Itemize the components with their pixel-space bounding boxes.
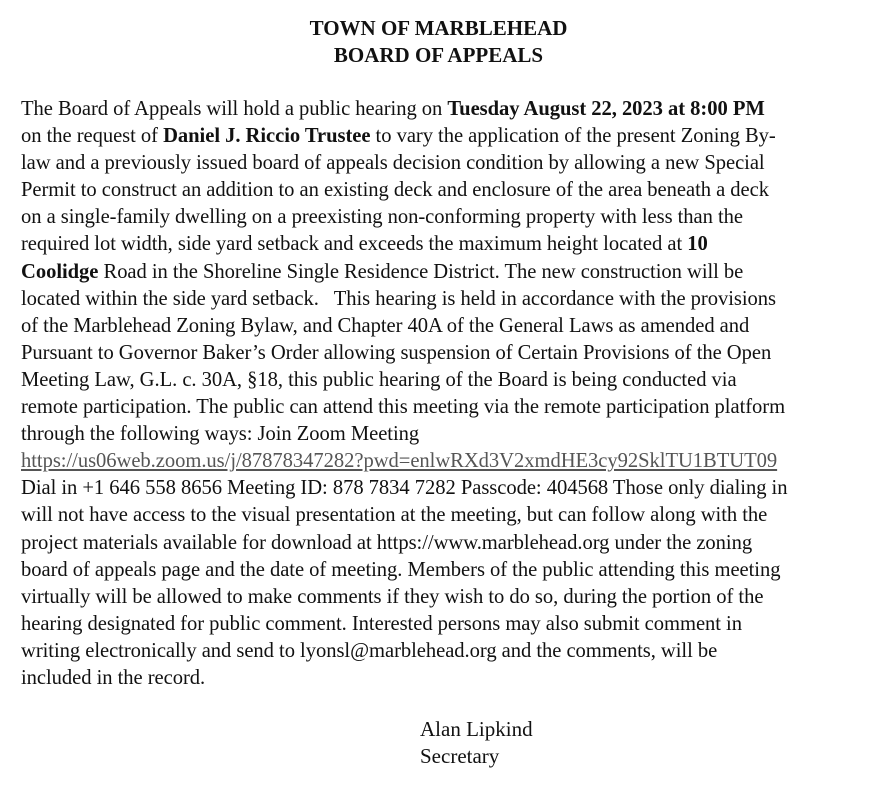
applicant-name: Daniel J. Riccio Trustee	[163, 125, 371, 148]
notice-line: virtually will be allowed to make comments if they wish to do so, during the portion of the	[21, 585, 764, 608]
notice-line	[21, 123, 871, 150]
heading-board: BOARD OF APPEALS	[333, 43, 544, 67]
notice-line: included in the record.	[21, 666, 206, 689]
notice-line: of the Marblehead Zoning Bylaw, and Chapter 40A of the General Laws as amended and	[21, 314, 750, 337]
notice-text: required lot width, side yard setback and exceeds the maximum height located at	[21, 233, 688, 256]
property-address-number: 10	[687, 233, 708, 256]
heading-town: TOWN OF MARBLEHEAD	[309, 16, 568, 40]
notice-text: Road in the Shoreline Single Residence District. The new construction will be	[98, 260, 744, 283]
notice-line: Meeting Law, G.L. c. 30A, §18, this public hearing of the Board is being conducted via	[21, 368, 737, 391]
notice-body	[21, 96, 871, 692]
notice-heading	[0, 15, 887, 69]
notice-line	[21, 259, 871, 286]
notice-line: project materials available for download at https://www.marblehead.org under the zoning	[21, 531, 753, 554]
notice-line: on a single-family dwelling on a preexisting non-conforming property with less than the	[21, 206, 743, 229]
notice-line	[21, 96, 871, 123]
notice-line: hearing designated for public comment. Interested persons may also submit comment in	[21, 612, 742, 635]
notice-line	[21, 231, 871, 258]
notice-line: will not have access to the visual presentation at the meeting, but can follow along with the	[21, 504, 768, 527]
notice-line: through the following ways: Join Zoom Meeting	[21, 423, 420, 446]
notice-line: law and a previously issued board of appeals decision condition by allowing a new Special	[21, 152, 765, 175]
notice-line: Pursuant to Governor Baker’s Order allowing suspension of Certain Provisions of the Open	[21, 341, 772, 364]
notice-line: writing electronically and send to lyonsl@marblehead.org and the comments, will be	[21, 639, 718, 662]
hearing-date: Tuesday August 22, 2023 at 8:00 PM	[447, 98, 765, 120]
notice-text: to vary the application of the present Zoning By-	[370, 125, 776, 148]
notice-text: The Board of Appeals will hold a public hearing on	[21, 98, 448, 120]
notice-text: on the request of	[21, 125, 164, 148]
notice-line: board of appeals page and the date of meeting. Members of the public attending this meeting	[21, 558, 781, 581]
signatory-title: Secretary	[420, 744, 500, 768]
notice-line: Dial in +1 646 558 8656 Meeting ID: 878 7834 7282 Passcode: 404568 Those only dialing in	[21, 477, 788, 500]
zoom-meeting-link[interactable]: https://us06web.zoom.us/j/87878347282?pwd=enlwRXd3V2xmdHE3cy92SklTU1BTUT09	[21, 450, 778, 473]
signatory-name: Alan Lipkind	[420, 717, 533, 741]
notice-line: remote participation. The public can attend this meeting via the remote participation platform	[21, 396, 786, 419]
notice-line: located within the side yard setback. This hearing is held in accordance with the provisions	[21, 287, 776, 310]
notice-line: Permit to construct an addition to an existing deck and enclosure of the area beneath a deck	[21, 179, 769, 202]
notice-line	[21, 448, 871, 475]
property-address-street: Coolidge	[21, 260, 99, 283]
signature-block	[420, 716, 533, 770]
